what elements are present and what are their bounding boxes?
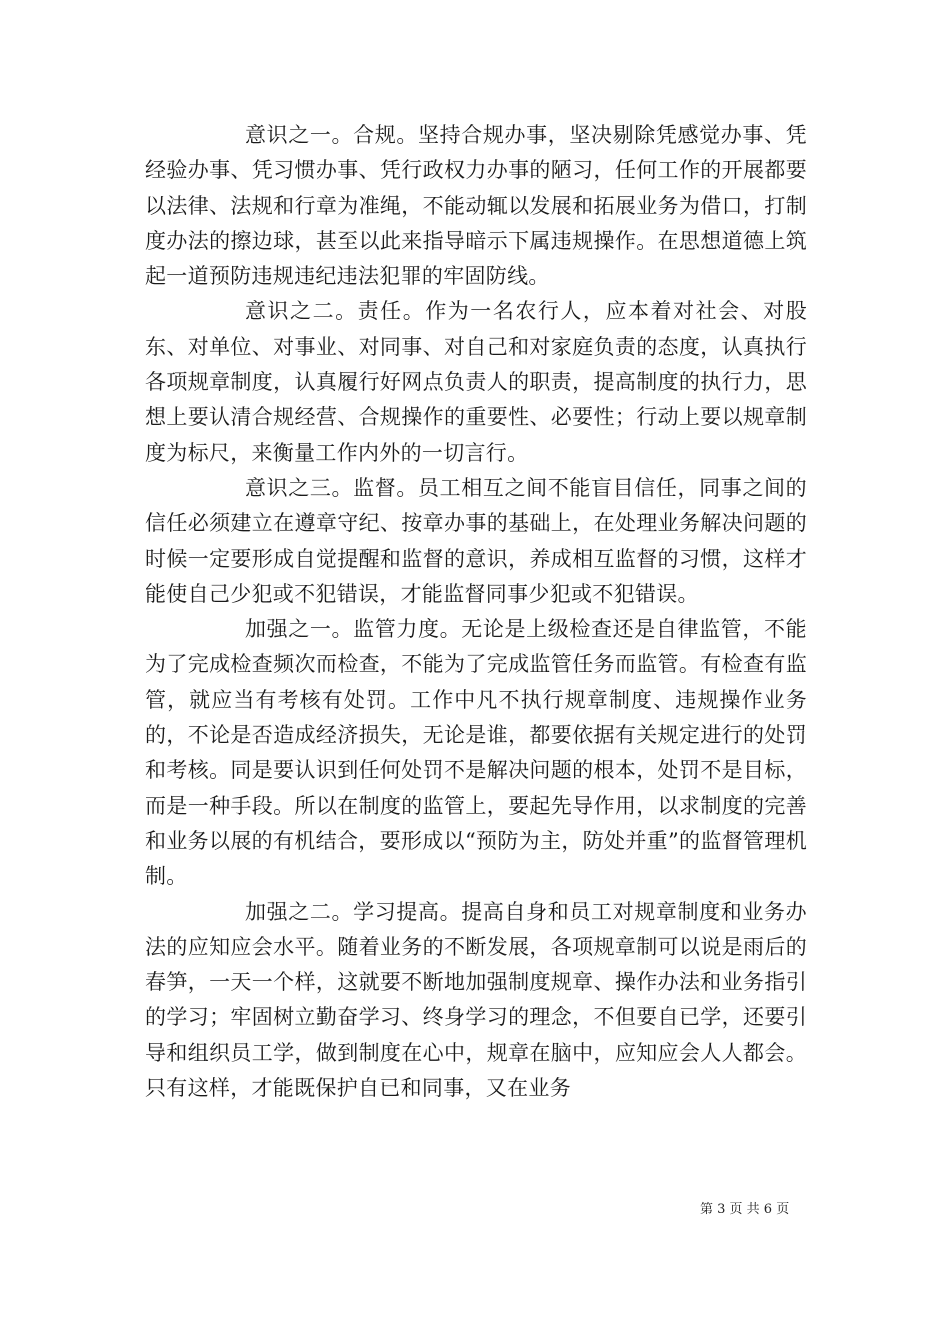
- paragraph-strengthen-learning: 加强之二。学习提高。提高自身和员工对规章制度和业务办法的应知应会水平。随着业务的不断发展，各项规章制可以说是雨后的春笋，一天一个样，这就要不断地加强制度规章、操作办法和业务指引的学习；牢固树立勤奋学习、终身学习的理念，不但要自已学，还要引导和组织员工学，做到制度在心中，规章在脑中，应知应会人人都会。只有这样，才能既保护自已和同事，又在业务: [145, 899, 807, 1101]
- paragraph-awareness-supervision: 意识之三。监督。员工相互之间不能盲目信任，同事之间的信任必须建立在遵章守纪、按章办事的基础上，在处理业务解决问题的时候一定要形成自觉提醒和监督的意识，养成相互监督的习惯，这样才能使自己少犯或不犯错误，才能监督同事少犯或不犯错误。: [145, 475, 807, 606]
- document-body: [145, 118, 807, 1106]
- page-number-footer: 第 3 页 共 6 页: [700, 1202, 790, 1217]
- paragraph-awareness-responsibility: 意识之二。责任。作为一名农行人，应本着对社会、对股东、对单位、对事业、对同事、对自己和对家庭负责的态度，认真执行各项规章制度，认真履行好网点负责人的职责，提高制度的执行力，思想上要认清合规经营、合规操作的重要性、必要性；行动上要以规章制度为标尺，来衡量工作内外的一切言行。: [145, 299, 807, 465]
- paragraph-strengthen-oversight: 加强之一。监管力度。无论是上级检查还是自律监管，不能为了完成检查频次而检查，不能为了完成监管任务而监管。有检查有监管，就应当有考核有处罚。工作中凡不执行规章制度、违规操作业务的，不论是否造成经济损失，无论是谁，都要依据有关规定进行的处罚和考核。同是要认识到任何处罚不是解决问题的根本，处罚不是目标，而是一种手段。所以在制度的监管上，要起先导作用，以求制度的完善和业务以展的有机结合，要形成以“预防为主，防处并重”的监督管理机制。: [145, 617, 807, 889]
- paragraph-awareness-compliance: 意识之一。合规。坚持合规办事，坚决剔除凭感觉办事、凭经验办事、凭习惯办事、凭行政权力办事的陋习，任何工作的开展都要以法律、法规和行章为准绳，不能动辄以发展和拓展业务为借口，打制度办法的擦边球，甚至以此来指导暗示下属违规操作。在思想道德上筑起一道预防违规违纪违法犯罪的牢固防线。: [145, 123, 807, 289]
